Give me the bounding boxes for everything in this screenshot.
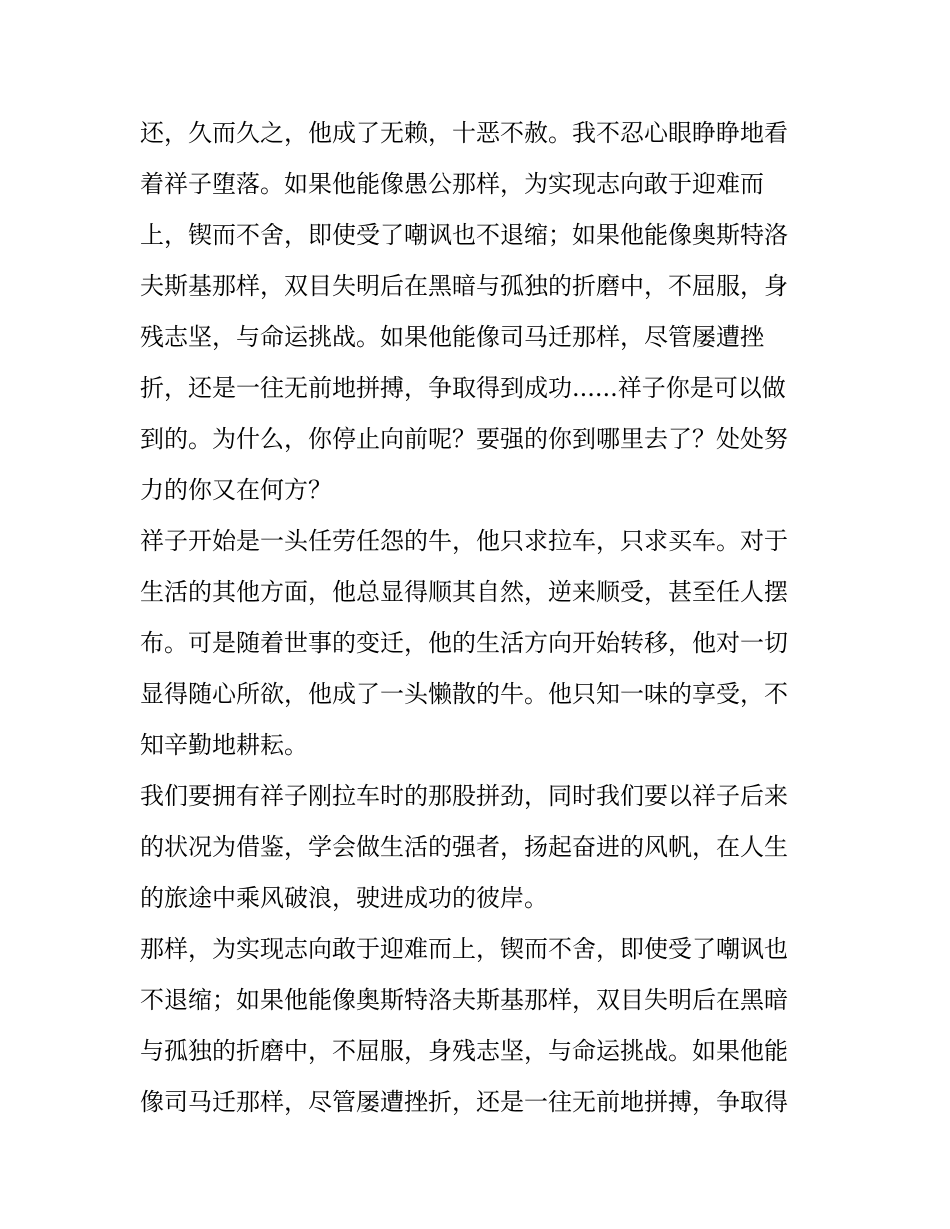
text-line: 还，久而久之，他成了无赖，十恶不赦。我不忍心眼睁睁地看: [140, 119, 788, 147]
text-line: 折，还是一往无前地拼搏，争取得到成功......祥子你是可以做: [140, 374, 786, 402]
text-line: 知辛勤地耕耘。: [140, 731, 308, 759]
text-line: 那样，为实现志向敢于迎难而上，锲而不舍，即使受了嘲讽也: [140, 935, 788, 963]
text-line: 到的。为什么，你停止向前呢？要强的你到哪里去了？处处努: [140, 425, 788, 453]
text-line: 力的你又在何方？: [140, 476, 332, 504]
text-line: 布。可是随着世事的变迁，他的生活方向开始转移，他对一切: [140, 629, 788, 657]
text-line: 与孤独的折磨中，不屈服，身残志坚，与命运挑战。如果他能: [140, 1037, 788, 1065]
text-line: 我们要拥有祥子刚拉车时的那股拼劲，同时我们要以祥子后来: [140, 782, 788, 810]
text-line: 不退缩；如果他能像奥斯特洛夫斯基那样，双目失明后在黑暗: [140, 986, 788, 1014]
text-line: 生活的其他方面，他总显得顺其自然，逆来顺受，甚至任人摆: [140, 578, 788, 606]
text-line: 的旅途中乘风破浪，驶进成功的彼岸。: [140, 884, 548, 912]
text-line: 着祥子堕落。如果他能像愚公那样，为实现志向敢于迎难而: [140, 170, 764, 198]
text-line: 的状况为借鉴，学会做生活的强者，扬起奋进的风帆，在人生: [140, 833, 788, 861]
text-line: 像司马迁那样，尽管屡遭挫折，还是一往无前地拼搏，争取得: [140, 1088, 788, 1116]
text-line: 夫斯基那样，双目失明后在黑暗与孤独的折磨中，不屈服，身: [140, 272, 788, 300]
text-line: 祥子开始是一头任劳任怨的牛，他只求拉车，只求买车。对于: [140, 527, 788, 555]
text-line: 显得随心所欲，他成了一头懒散的牛。他只知一味的享受，不: [140, 680, 788, 708]
text-line: 残志坚，与命运挑战。如果他能像司马迁那样，尽管屡遭挫: [140, 323, 764, 351]
document-body: [140, 108, 820, 1128]
text-line: 上，锲而不舍，即使受了嘲讽也不退缩；如果他能像奥斯特洛: [140, 221, 788, 249]
